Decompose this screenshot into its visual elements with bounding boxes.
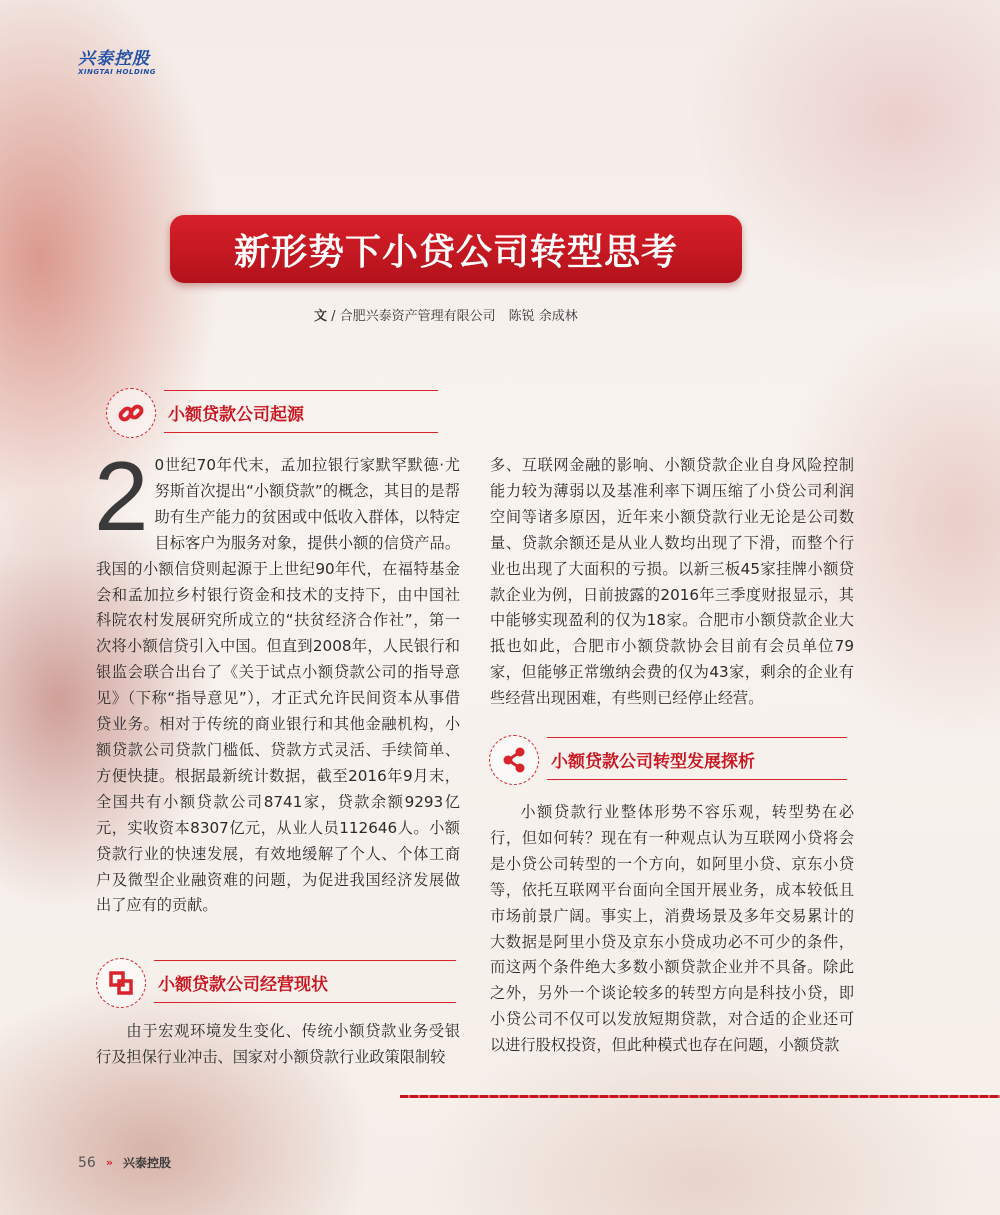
divider [164, 432, 438, 433]
byline-prefix: 文 [314, 309, 328, 324]
bottom-decorative-rule [400, 1095, 1000, 1098]
section-title-transform: 小额贷款公司转型发展探析 [551, 752, 755, 772]
section-title-status: 小额贷款公司经营现状 [158, 975, 328, 995]
article-title: 新形势下小贷公司转型思考 [233, 230, 678, 273]
share-icon [489, 735, 539, 785]
drop-cap: 2 [94, 441, 149, 551]
divider [154, 1002, 456, 1003]
logo-english: XINGTAI HOLDING [78, 68, 156, 76]
divider [547, 779, 847, 780]
paragraph-status-cont: 多、互联网金融的影响、小额贷款企业自身风险控制能力较为薄弱以及基准利率下调压缩了小贷公司利润空间等诸多原因，近年来小额贷款行业无论是公司数量、贷款余额还是从业人数均出现了下滑，而整个行业也出现了大面积的亏损。以新三板45家挂牌小额贷款企业为例，日前披露的2016年三季度财报显示，其中能够实现盈利的仅为18家。合肥市小额贷款企业大抵也如此，合肥市小额贷款协会目前有会员单位79家，但能够正常缴纳会费的仅为43家，剩余的企业有些经营出现困难，有些则已经停止经营。 [490, 456, 854, 708]
chevron-right-icon: » [105, 1156, 113, 1169]
paragraph-origin-text: 0世纪70年代末，孟加拉银行家默罕默德·尤努斯首次提出“小额贷款”的概念，其目的是帮助有生产能力的贫困或中低收入群体，以特定目标客户为服务对象，提供小额的信贷产品。我国的小额信贷则起源于上世纪90年代，在福特基金会和孟加拉乡村银行资金和技术的支持下，由中国社科院农村发展研究所成立的“扶贫经济合作社”，第一次将小额信贷引入中国。但直到2008年，人民银行和银监会联合出台了《关于试点小额贷款公司的指导意见》（下称“指导意见”），才正式允许民间资本从事借贷业务。相对于传统的商业银行和其他金融机构，小额贷款公司贷款门槛低、贷款方式灵活、手续简单、方便快捷。根据最新统计数据，截至2016年9月末，全国共有小额贷款公司8741家，贷款余额9293亿元，实收资本8307亿元，从业人员112646人。小额贷款行业的快速发展，有效地缓解了个人、个体工商户及微型企业融资难的问题，为促进我国经济发展做出了应有的贡献。 [96, 456, 460, 915]
divider [164, 390, 438, 391]
footer-publication-name: 兴泰控股 [122, 1156, 171, 1170]
left-column [94, 441, 460, 919]
paragraph-origin [94, 441, 460, 919]
section-header-status [96, 958, 456, 1014]
divider [547, 737, 847, 738]
section-header-transform [489, 735, 849, 791]
page-number: 56 [78, 1154, 96, 1171]
overlapping-squares-icon [96, 958, 146, 1008]
paragraph-status-start: 由于宏观环境发生变化、传统小额贷款业务受银行及担保行业冲击、国家对小额贷款行业政策限制较 [96, 1022, 460, 1066]
section-header-origin [106, 388, 438, 444]
byline [314, 305, 578, 324]
page-footer [78, 1154, 171, 1171]
byline-authors: / 合肥兴泰资产管理有限公司 陈锐 余成林 [327, 309, 578, 324]
left-column-lower [96, 1019, 460, 1071]
paragraph-transform: 小额贷款行业整体形势不容乐观，转型势在必行，但如何转？现在有一种观点认为互联网小贷将会是小贷公司转型的一个方向，如阿里小贷、京东小贷等，依托互联网平台面向全国开展业务，成本较低且市场前景广阔。事实上，消费场景及多年交易累计的大数据是阿里小贷及京东小贷成功必不可少的条件，而这两个条件绝大多数小额贷款企业并不具备。除此之外，另外一个谈论较多的转型方向是科技小贷，即小贷公司不仅可以发放短期贷款，对合适的企业还可以进行股权投资，但此种模式也存在问题，小额贷款 [490, 803, 854, 1055]
link-icon [106, 388, 156, 438]
brand-logo [78, 50, 156, 76]
section-title-origin: 小额贷款公司起源 [168, 405, 304, 425]
divider [154, 960, 456, 961]
right-column-lower [490, 800, 854, 1059]
right-column [490, 453, 854, 712]
logo-chinese: 兴泰控股 [78, 49, 150, 69]
article-title-banner [170, 215, 742, 283]
